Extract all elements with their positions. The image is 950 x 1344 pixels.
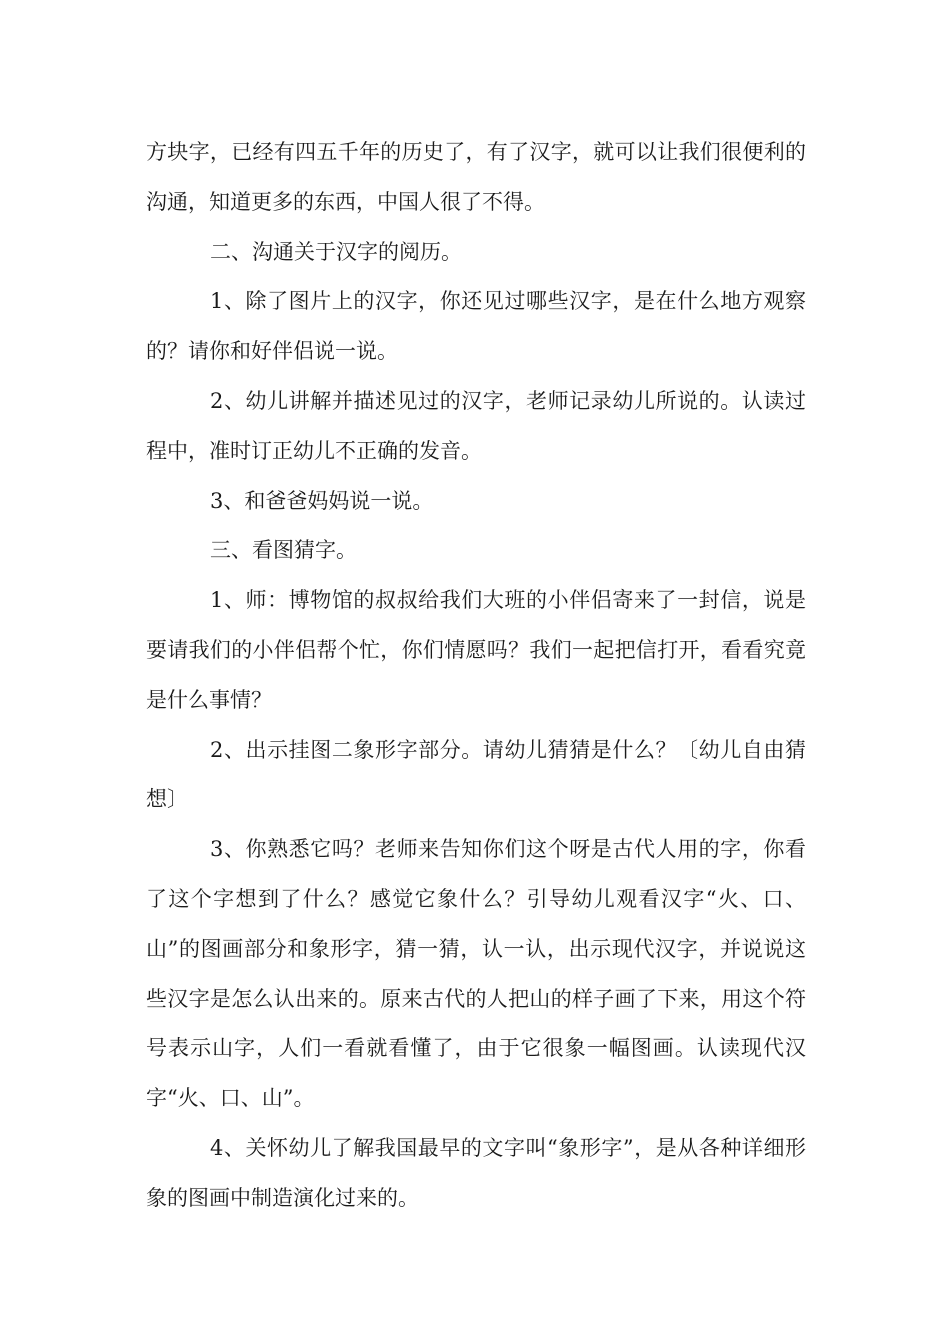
paragraph-item-1: 1、除了图片上的汉字，你还见过哪些汉字，是在什么地方观察的？请你和好伴侣说一说。 — [146, 289, 806, 364]
paragraph-item-3: 3、和爸爸妈妈说一说。 — [210, 488, 434, 513]
section-heading-3: 三、看图猜字。 — [210, 538, 357, 563]
paragraph-item-2b: 2、出示挂图二象形字部分。请幼儿猜猜是什么？〔幼儿自由猜想〕 — [146, 737, 806, 812]
section-heading-2: 二、沟通关于汉字的阅历。 — [210, 239, 462, 264]
paragraph-item-2: 2、幼儿讲解并描述见过的汉字，老师记录幼儿所说的。认读过程中，准时订正幼儿不正确的发音。 — [146, 388, 806, 463]
paragraph-item-1b: 1、师：博物馆的叔叔给我们大班的小伴侣寄来了一封信，说是要请我们的小伴侣帮个忙，你们情愿吗？我们一起把信打开，看看究竟是什么事情？ — [146, 588, 806, 712]
document-body — [146, 128, 806, 1224]
paragraph-item-4b: 4、关怀幼儿了解我国最早的文字叫“象形字”，是从各种详细形象的图画中制造演化过来的。 — [146, 1135, 806, 1210]
paragraph-item-3b: 3、你熟悉它吗？老师来告知你们这个呀是古代人用的字，你看了这个字想到了什么？感觉它象什么？引导幼儿观看汉字“火、口、山”的图画部分和象形字，猜一猜，认一认，出示现代汉字，并说说这些汉字是怎么认出来的。原来古代的人把山的样子画了下来，用这个符号表示山字，人们一看就看懂了，由于它很象一幅图画。认读现代汉字“火、口、山”。 — [146, 837, 806, 1111]
paragraph-continuation: 方块字，已经有四五千年的历史了，有了汉字，就可以让我们很便利的沟通，知道更多的东西，中国人很了不得。 — [146, 140, 806, 214]
